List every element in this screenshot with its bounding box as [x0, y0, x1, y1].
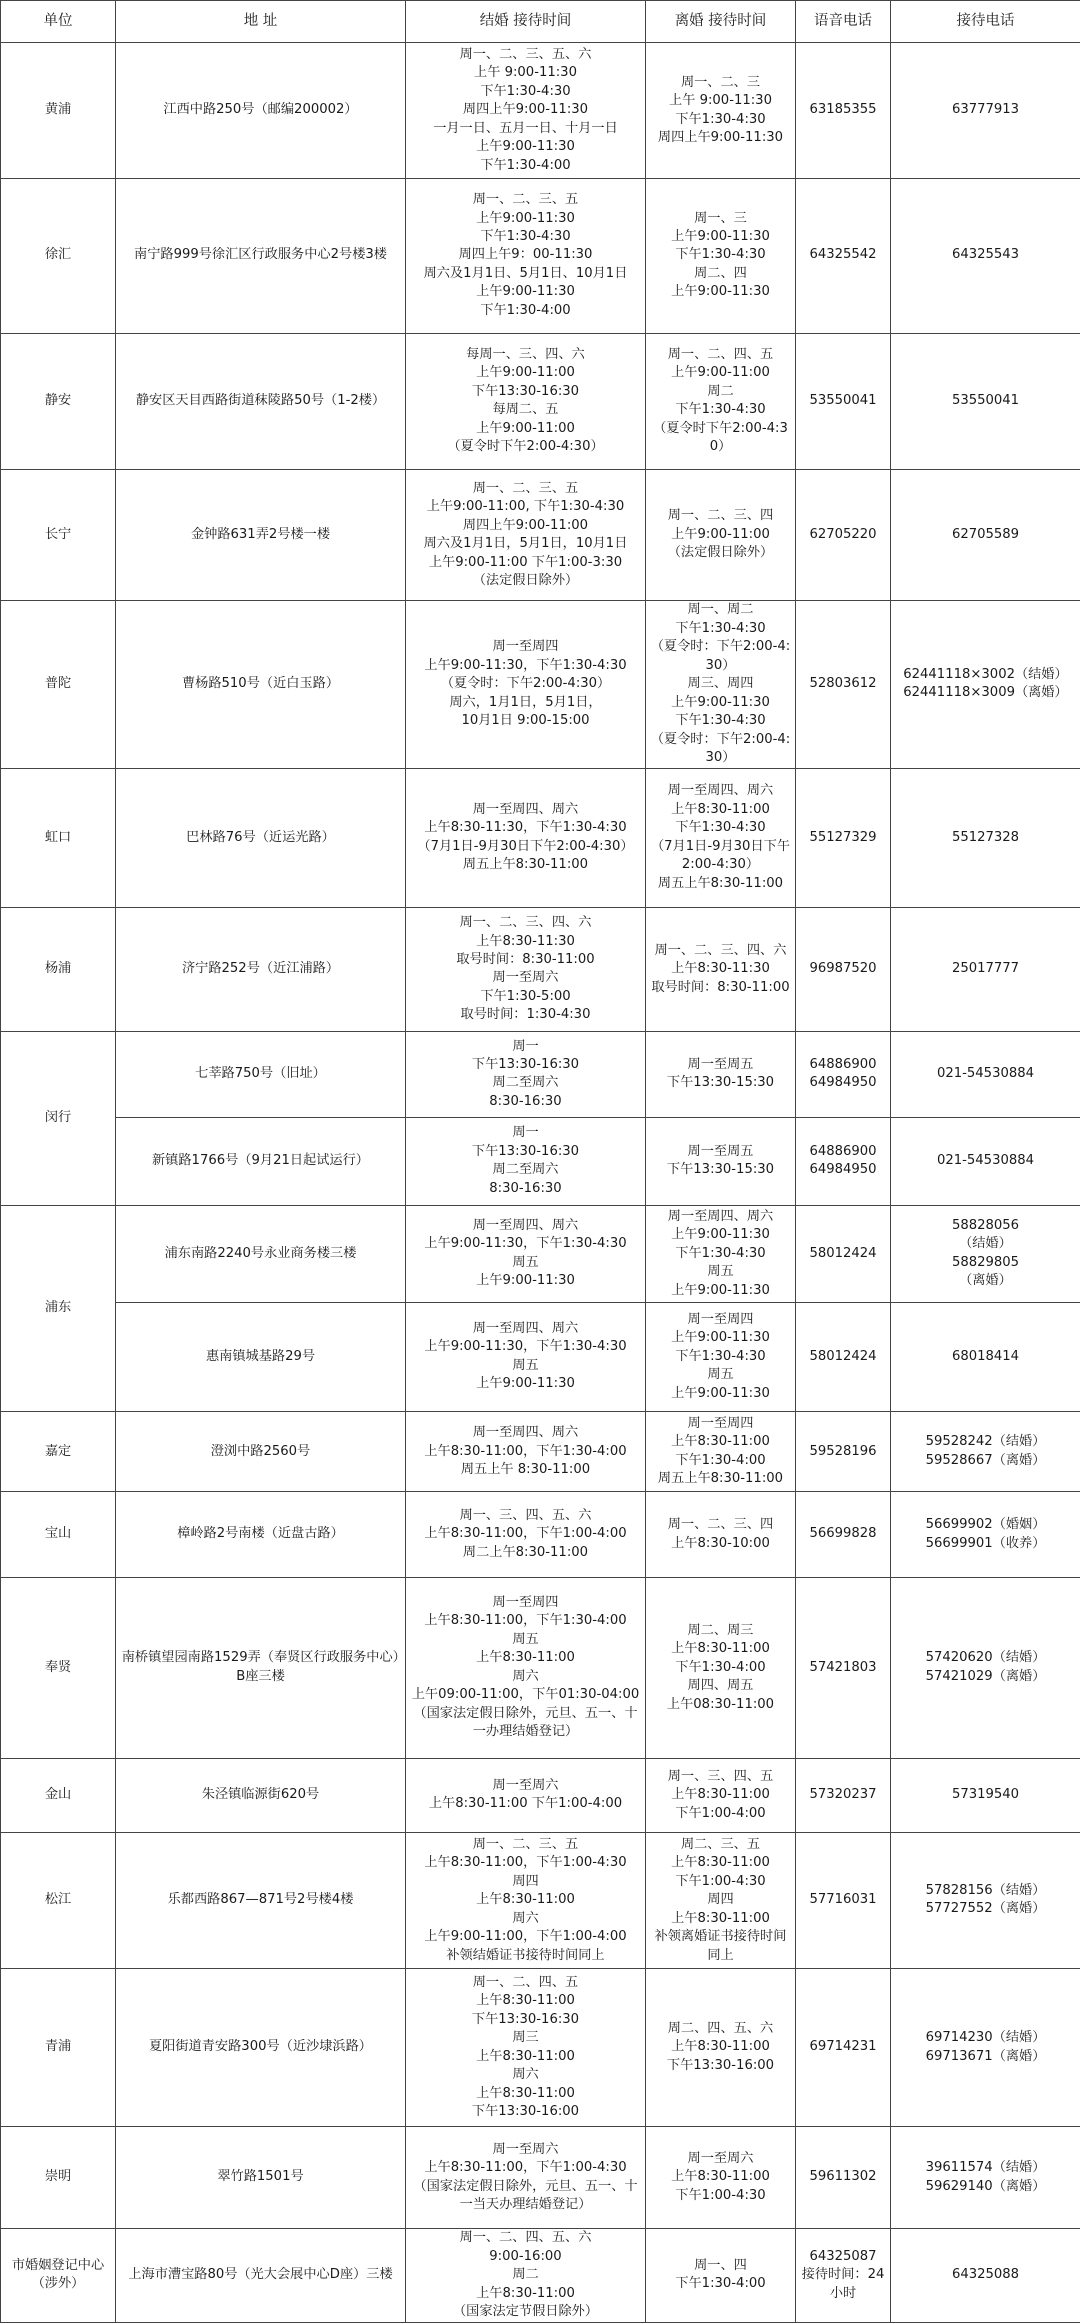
voice-phone-cell: 69714231 — [796, 1968, 891, 2127]
voice-phone-cell: 64886900 64984950 — [796, 1032, 891, 1117]
voice-phone-cell: 55127329 — [796, 769, 891, 908]
table-row — [1, 1117, 1080, 1205]
divorce-hours-cell: 周一、周二 下午1:30-4:30 （夏令时：下午2:00-4:30） 周三、周四 上午9:00-11:30 下午1:30-4:30 （夏令时：下午2:00-4:30） — [646, 600, 796, 768]
voice-phone-cell: 56699828 — [796, 1492, 891, 1577]
table-row — [1, 1833, 1080, 1969]
voice-phone-cell: 59611302 — [796, 2127, 891, 2228]
divorce-hours-cell: 周一至周四 上午8:30-11:00 下午1:30-4:00 周五上午8:30-11:00 — [646, 1412, 796, 1492]
divorce-hours-cell: 周一、二、三、四、六 上午8:30-11:30 取号时间：8:30-11:00 — [646, 907, 796, 1032]
marriage-hours-cell: 周一 下午13:30-16:30 周二至周六 8:30-16:30 — [406, 1032, 646, 1117]
reception-phone-cell: 57420620（结婚） 57421029（离婚） — [891, 1577, 1080, 1758]
marriage-hours-cell: 周一、二、三、五 上午9:00-11:30 下午1:30-4:30 周四上午9：00-11:30 周六及1月1日、5月1日、10月1日 上午9:00-11:30 下午1:30-4:00 — [406, 178, 646, 333]
reception-phone-cell: 39611574（结婚） 59629140（离婚） — [891, 2127, 1080, 2228]
address-cell: 夏阳街道青安路300号（近沙埭浜路） — [116, 1968, 406, 2127]
divorce-hours-cell: 周一至周六 上午8:30-11:00 下午1:00-4:30 — [646, 2127, 796, 2228]
district-cell: 徐汇 — [1, 178, 116, 333]
voice-phone-cell: 58012424 — [796, 1302, 891, 1412]
table-row — [1, 1206, 1080, 1302]
district-cell: 普陀 — [1, 600, 116, 768]
address-cell: 翠竹路1501号 — [116, 2127, 406, 2228]
district-cell: 黄浦 — [1, 43, 116, 179]
table-row — [1, 1577, 1080, 1758]
divorce-hours-cell: 周一、二、三、四 上午9:00-11:00 （法定假日除外） — [646, 470, 796, 601]
reception-phone-cell: 58828056 （结婚） 58829805 （离婚） — [891, 1206, 1080, 1302]
divorce-hours-cell: 周一、二、三、四 上午8:30-10:00 — [646, 1492, 796, 1577]
district-cell: 金山 — [1, 1758, 116, 1832]
reception-phone-cell: 59528242（结婚） 59528667（离婚） — [891, 1412, 1080, 1492]
reception-phone-cell: 62705589 — [891, 470, 1080, 601]
voice-phone-cell: 63185355 — [796, 43, 891, 179]
voice-phone-cell: 62705220 — [796, 470, 891, 601]
header-reception-phone: 接待电话 — [891, 1, 1080, 43]
district-cell: 奉贤 — [1, 1577, 116, 1758]
address-cell: 上海市漕宝路80号（光大会展中心D座）三楼 — [116, 2228, 406, 2322]
header-marriage-hours: 结婚 接待时间 — [406, 1, 646, 43]
voice-phone-cell: 64325542 — [796, 178, 891, 333]
reception-phone-cell: 57319540 — [891, 1758, 1080, 1832]
divorce-hours-cell: 周一至周四、周六 上午8:30-11:00 下午1:30-4:30 （7月1日-9月30日下午2:00-4:30） 周五上午8:30-11:00 — [646, 769, 796, 908]
marriage-hours-cell: 周一至周四、周六 上午8:30-11:30，下午1:30-4:30 （7月1日-9月30日下午2:00-4:30） 周五上午8:30-11:00 — [406, 769, 646, 908]
header-divorce-hours: 离婚 接待时间 — [646, 1, 796, 43]
voice-phone-cell: 96987520 — [796, 907, 891, 1032]
voice-phone-cell: 59528196 — [796, 1412, 891, 1492]
divorce-hours-cell: 周一、三、四、五 上午8:30-11:00 下午1:00-4:00 — [646, 1758, 796, 1832]
reception-phone-cell: 57828156（结婚） 57727552（离婚） — [891, 1833, 1080, 1969]
district-cell: 浦东 — [1, 1206, 116, 1412]
reception-phone-cell: 68018414 — [891, 1302, 1080, 1412]
address-cell: 江西中路250号（邮编200002） — [116, 43, 406, 179]
reception-phone-cell: 62441118×3002（结婚） 62441118×3009（离婚） — [891, 600, 1080, 768]
marriage-hours-cell: 周一、二、四、五、六 9:00-16:00 周二 上午8:30-11:00 （国家法定节假日除外） — [406, 2228, 646, 2322]
table-row — [1, 907, 1080, 1032]
district-cell: 市婚姻登记中心（涉外） — [1, 2228, 116, 2322]
table-row — [1, 2228, 1080, 2322]
table-row — [1, 1412, 1080, 1492]
header-address: 地 址 — [116, 1, 406, 43]
address-cell: 静安区天目西路街道秣陵路50号（1-2楼） — [116, 333, 406, 470]
table-row — [1, 1968, 1080, 2127]
marriage-hours-cell: 周一、二、三、五 上午9:00-11:00, 下午1:30-4:30 周四上午9:00-11:00 周六及1月1日，5月1日，10月1日 上午9:00-11:00 下午1:00-3:30 （法定假日除外） — [406, 470, 646, 601]
reception-phone-cell: 64325543 — [891, 178, 1080, 333]
district-cell: 嘉定 — [1, 1412, 116, 1492]
district-cell: 长宁 — [1, 470, 116, 601]
address-cell: 金钟路631弄2号楼一楼 — [116, 470, 406, 601]
reception-phone-cell: 63777913 — [891, 43, 1080, 179]
table-row — [1, 178, 1080, 333]
reception-phone-cell: 56699902（婚姻） 56699901（收养） — [891, 1492, 1080, 1577]
marriage-hours-cell: 周一至周四、周六 上午9:00-11:30，下午1:30-4:30 周五 上午9:00-11:30 — [406, 1206, 646, 1302]
table-row — [1, 43, 1080, 179]
header-district: 单位 — [1, 1, 116, 43]
marriage-hours-cell: 周一至周四、周六 上午9:00-11:30，下午1:30-4:30 周五 上午9:00-11:30 — [406, 1302, 646, 1412]
reception-phone-cell: 021-54530884 — [891, 1032, 1080, 1117]
marriage-hours-cell: 周一至周四 上午8:30-11:00，下午1:30-4:00 周五 上午8:30-11:00 周六 上午09:00-11:00，下午01:30-04:00 （国家法定假日除外，元旦、五一、十一办理结婚登记） — [406, 1577, 646, 1758]
voice-phone-cell: 57421803 — [796, 1577, 891, 1758]
district-cell: 青浦 — [1, 1968, 116, 2127]
marriage-hours-cell: 周一 下午13:30-16:30 周二至周六 8:30-16:30 — [406, 1117, 646, 1205]
reception-phone-cell: 25017777 — [891, 907, 1080, 1032]
voice-phone-cell: 64325087 接待时间：24小时 — [796, 2228, 891, 2322]
table-row — [1, 1492, 1080, 1577]
table-row — [1, 1032, 1080, 1117]
marriage-hours-cell: 周一、二、三、四、六 上午8:30-11:30 取号时间：8:30-11:00 周一至周六 下午1:30-5:00 取号时间：1:30-4:30 — [406, 907, 646, 1032]
marriage-hours-cell: 周一至周四、周六 上午8:30-11:00，下午1:30-4:00 周五上午 8:30-11:00 — [406, 1412, 646, 1492]
divorce-hours-cell: 周二、三、五 上午8:30-11:00 下午1:00-4:30 周四 上午8:30-11:00 补领离婚证书接待时间同上 — [646, 1833, 796, 1969]
marriage-hours-cell: 周一至周六 上午8:30-11:00 下午1:00-4:00 — [406, 1758, 646, 1832]
table-row — [1, 470, 1080, 601]
divorce-hours-cell: 周一、二、三 上午 9:00-11:30 下午1:30-4:30 周四上午9:00-11:30 — [646, 43, 796, 179]
marriage-hours-cell: 周一、三、四、五、六 上午8:30-11:00，下午1:00-4:00 周二上午8:30-11:00 — [406, 1492, 646, 1577]
reception-phone-cell: 69714230（结婚） 69713671（离婚） — [891, 1968, 1080, 2127]
marriage-hours-cell: 周一至周六 上午8:30-11:00，下午1:00-4:30 （国家法定假日除外，元旦、五一、十一当天办理结婚登记） — [406, 2127, 646, 2228]
table-row — [1, 1302, 1080, 1412]
divorce-hours-cell: 周一至周五 下午13:30-15:30 — [646, 1032, 796, 1117]
address-cell: 济宁路252号（近江浦路） — [116, 907, 406, 1032]
reception-phone-cell: 55127328 — [891, 769, 1080, 908]
district-cell: 虹口 — [1, 769, 116, 908]
reception-phone-cell: 53550041 — [891, 333, 1080, 470]
address-cell: 南宁路999号徐汇区行政服务中心2号楼3楼 — [116, 178, 406, 333]
reception-phone-cell: 64325088 — [891, 2228, 1080, 2322]
voice-phone-cell: 52803612 — [796, 600, 891, 768]
address-cell: 七莘路750号（旧址） — [116, 1032, 406, 1117]
divorce-hours-cell: 周一至周四、周六 上午9:00-11:30 下午1:30-4:30 周五 上午9:00-11:30 — [646, 1206, 796, 1302]
divorce-hours-cell: 周一、二、四、五 上午9:00-11:00 周二 下午1:30-4:30 （夏令时下午2:00-4:30） — [646, 333, 796, 470]
table-row — [1, 769, 1080, 908]
voice-phone-cell: 57716031 — [796, 1833, 891, 1969]
divorce-hours-cell: 周一至周五 下午13:30-15:30 — [646, 1117, 796, 1205]
divorce-hours-cell: 周一、四 下午1:30-4:00 — [646, 2228, 796, 2322]
marriage-hours-cell: 周一、二、四、五 上午8:30-11:00 下午13:30-16:30 周三 上午8:30-11:00 周六 上午8:30-11:00 下午13:30-16:00 — [406, 1968, 646, 2127]
table-row — [1, 1758, 1080, 1832]
address-cell: 南桥镇望园南路1529弄（奉贤区行政服务中心）B座三楼 — [116, 1577, 406, 1758]
reception-phone-cell: 021-54530884 — [891, 1117, 1080, 1205]
table-row — [1, 333, 1080, 470]
voice-phone-cell: 58012424 — [796, 1206, 891, 1302]
address-cell: 曹杨路510号（近白玉路） — [116, 600, 406, 768]
table-row — [1, 2127, 1080, 2228]
address-cell: 新镇路1766号（9月21日起试运行） — [116, 1117, 406, 1205]
divorce-hours-cell: 周一至周四 上午9:00-11:30 下午1:30-4:30 周五 上午9:00-11:30 — [646, 1302, 796, 1412]
marriage-hours-cell: 周一、二、三、五、六 上午 9:00-11:30 下午1:30-4:30 周四上午9:00-11:30 一月一日、五月一日、十月一日 上午9:00-11:30 下午1:30-4:00 — [406, 43, 646, 179]
district-cell: 宝山 — [1, 1492, 116, 1577]
header-voice-phone: 语音电话 — [796, 1, 891, 43]
marriage-hours-cell: 每周一、三、四、六 上午9:00-11:00 下午13:30-16:30 每周二、五 上午9:00-11:00 （夏令时下午2:00-4:30） — [406, 333, 646, 470]
address-cell: 乐都西路867—871号2号楼4楼 — [116, 1833, 406, 1969]
marriage-hours-cell: 周一至周四 上午9:00-11:30，下午1:30-4:30 （夏令时：下午2:00-4:30） 周六，1月1日，5月1日， 10月1日 9:00-15:00 — [406, 600, 646, 768]
divorce-hours-cell: 周二、四、五、六 上午8:30-11:00 下午13:30-16:00 — [646, 1968, 796, 2127]
divorce-hours-cell: 周一、三 上午9:00-11:30 下午1:30-4:30 周二、四 上午9:00-11:30 — [646, 178, 796, 333]
address-cell: 惠南镇城基路29号 — [116, 1302, 406, 1412]
marriage-hours-cell: 周一、二、三、五 上午8:30-11:00，下午1:00-4:30 周四 上午8:30-11:00 周六 上午9:00-11:00，下午1:00-4:00 补领结婚证书接待时间同上 — [406, 1833, 646, 1969]
voice-phone-cell: 64886900 64984950 — [796, 1117, 891, 1205]
table-row — [1, 600, 1080, 768]
address-cell: 朱泾镇临源街620号 — [116, 1758, 406, 1832]
address-cell: 浦东南路2240号永业商务楼三楼 — [116, 1206, 406, 1302]
header-row — [1, 1, 1080, 43]
voice-phone-cell: 57320237 — [796, 1758, 891, 1832]
district-cell: 静安 — [1, 333, 116, 470]
address-cell: 澄浏中路2560号 — [116, 1412, 406, 1492]
district-cell: 松江 — [1, 1833, 116, 1969]
voice-phone-cell: 53550041 — [796, 333, 891, 470]
address-cell: 巴林路76号（近运光路） — [116, 769, 406, 908]
divorce-hours-cell: 周二、周三 上午8:30-11:00 下午1:30-4:00 周四、周五 上午08:30-11:00 — [646, 1577, 796, 1758]
address-cell: 樟岭路2号南楼（近盘古路） — [116, 1492, 406, 1577]
district-cell: 闵行 — [1, 1032, 116, 1206]
district-cell: 杨浦 — [1, 907, 116, 1032]
district-cell: 崇明 — [1, 2127, 116, 2228]
